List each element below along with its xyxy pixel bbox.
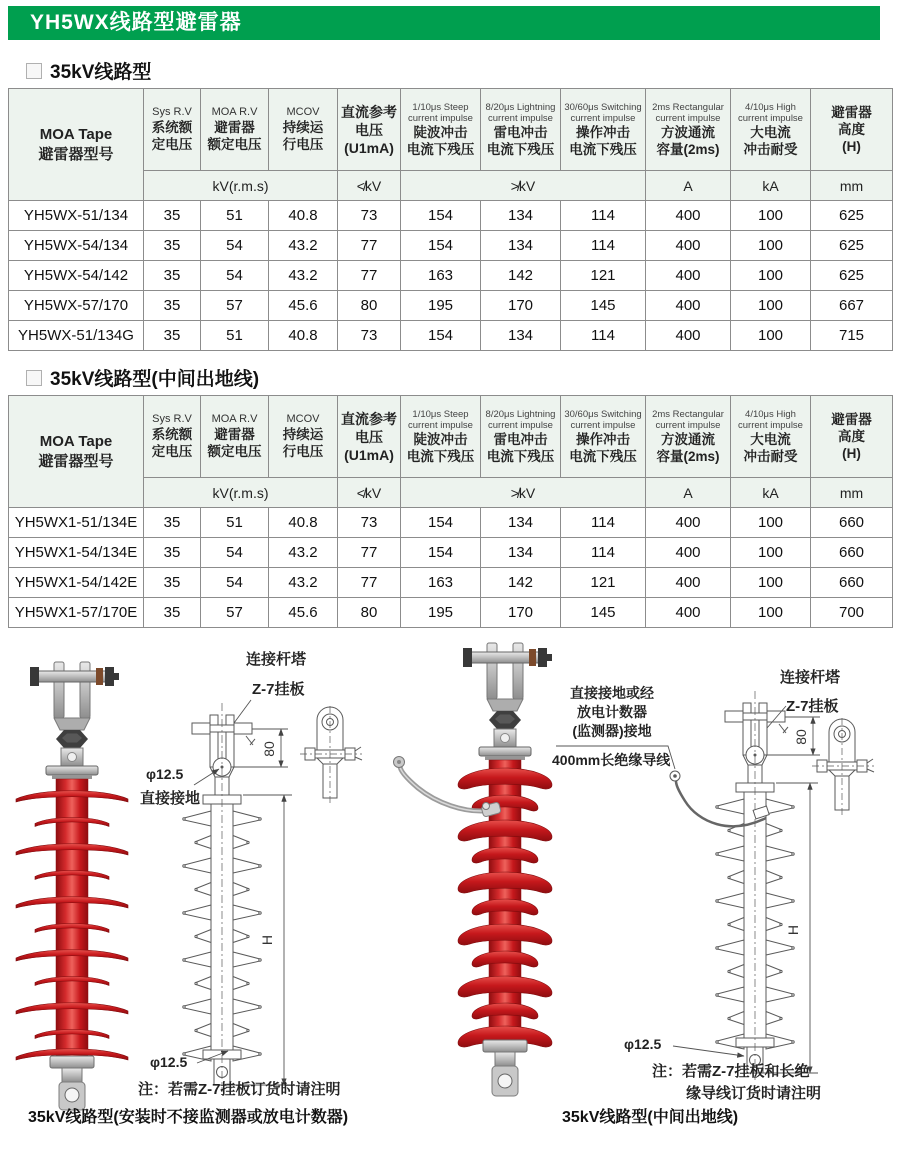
- header-cell-moa: MOA R.V 避雷器 额定电压: [201, 89, 269, 171]
- header-cell-moa: MOA R.V 避雷器 额定电压: [201, 396, 269, 478]
- note-right-line2: 缘导线订货时请注明: [686, 1085, 822, 1102]
- table-row: YH5WX-51/134G 35 51 40.8 73 154 134 114 400 100 715: [9, 321, 893, 351]
- section-square-icon: [26, 370, 42, 386]
- section-title-35kv: [26, 57, 151, 84]
- dim-80-left: 80: [261, 741, 277, 757]
- table-row: YH5WX-54/134 35 54 43.2 77 154 134 114 400 100 625: [9, 231, 893, 261]
- section-title-text: 35kV线路型(中间出地线): [50, 369, 260, 390]
- cell-model: YH5WX-51/134: [9, 201, 144, 231]
- label-z7-plate-right: Z-7挂板: [786, 698, 839, 715]
- unit-cell-a: A: [646, 171, 731, 201]
- unit-cell-a: A: [646, 478, 731, 508]
- header-cell-switching: 30/60μs Switching current impulse 操作冲击 电流下残压: [561, 396, 646, 478]
- cell-model: YH5WX-54/142: [9, 261, 144, 291]
- label-connect-tower-left: 连接杆塔: [246, 651, 307, 668]
- header-cell-rectangular: 2ms Rectangular current impulse 方波通流 容量(2ms): [646, 396, 731, 478]
- header-cell-mcov: MCOV 持续运 行电压: [269, 396, 338, 478]
- unit-cell-kvrms: kV(r.m.s): [144, 171, 338, 201]
- unit-cell-kvrms: kV(r.m.s): [144, 478, 338, 508]
- header-cell-lightning: 8/20μs Lightning current impulse 雷电冲击 电流下残压: [481, 396, 561, 478]
- unit-cell-ka: kA: [731, 171, 811, 201]
- label-direct-ground-left: 直接接地: [140, 790, 201, 807]
- label-z7-plate-left: Z-7挂板: [252, 681, 305, 698]
- table-row: YH5WX1-54/134E 35 54 43.2 77 154 134 114 400 100 660: [9, 538, 893, 568]
- spec-table-35kv: [8, 88, 893, 351]
- outline-drawing-right: [670, 691, 794, 1080]
- unit-cell-residual: ≯kV: [401, 171, 646, 201]
- table-row: YH5WX-54/142 35 54 43.2 77 163 142 121 400 100 625: [9, 261, 893, 291]
- unit-cell-ka: kA: [731, 478, 811, 508]
- header-cell-steep: 1/10μs Steep current impulse 陡波冲击 电流下残压: [401, 396, 481, 478]
- table-row: YH5WX1-54/142E 35 54 43.2 77 163 142 121 400 100 660: [9, 568, 893, 598]
- z7-plate-side-view-left: [300, 706, 362, 804]
- header-cell-dc-ref: 直流参考 电压 (U1mA): [338, 396, 401, 478]
- red-arrester-right-illustration: [394, 643, 553, 1096]
- dim-h-left: H: [259, 934, 275, 946]
- table-row: YH5WX1-57/170E 35 57 45.6 80 195 170 145 400 100 700: [9, 598, 893, 628]
- header-cell-sys: Sys R.V 系统额 定电压: [144, 396, 201, 478]
- figures-area: [0, 640, 900, 1151]
- header-cell-mcov: MCOV 持续运 行电压: [269, 89, 338, 171]
- red-arrester-left-illustration: [16, 662, 128, 1110]
- dim-h-right: H: [785, 924, 801, 936]
- label-phi-top-left: φ12.5: [146, 766, 184, 782]
- cell-model: YH5WX1-57/170E: [9, 598, 144, 628]
- z7-plate-side-view-right: [812, 718, 874, 816]
- header-cell-height: 避雷器 高度 (H): [811, 89, 893, 171]
- header-cell-steep: 1/10μs Steep current impulse 陡波冲击 电流下残压: [401, 89, 481, 171]
- unit-cell-mm: mm: [811, 478, 893, 508]
- cell-model: YH5WX-51/134G: [9, 321, 144, 351]
- table-row: YH5WX-51/134 35 51 40.8 73 154 134 114 400 100 625: [9, 201, 893, 231]
- unit-cell-residual: ≯kV: [401, 478, 646, 508]
- section-square-icon: [26, 63, 42, 79]
- unit-cell-mm: mm: [811, 171, 893, 201]
- note-left: 注：若需Z-7挂板订货时请注明: [138, 1081, 341, 1098]
- note-right-line1: 注：若需Z-7挂板和长绝: [652, 1063, 810, 1080]
- table-row: YH5WX1-51/134E 35 51 40.8 73 154 134 114 400 100 660: [9, 508, 893, 538]
- unit-cell-dc: ≮kV: [338, 171, 401, 201]
- header-cell-lightning: 8/20μs Lightning current impulse 雷电冲击 电流下残压: [481, 89, 561, 171]
- outline-drawing-left: [183, 703, 261, 1092]
- ground-wire-right: [394, 757, 502, 818]
- header-cell-dc-ref: 直流参考 电压 (U1mA): [338, 89, 401, 171]
- cell-model: YH5WX1-54/134E: [9, 538, 144, 568]
- caption-left: 35kV线路型(安装时不接监测器或放电计数器): [28, 1109, 349, 1126]
- header-cell-switching: 30/60μs Switching current impulse 操作冲击 电流下残压: [561, 89, 646, 171]
- cell-model: YH5WX-54/134: [9, 231, 144, 261]
- page-title-bar: [8, 6, 880, 40]
- cell-model: YH5WX-57/170: [9, 291, 144, 321]
- section-title-35kv-ground: [26, 364, 259, 391]
- cell-model: YH5WX1-51/134E: [9, 508, 144, 538]
- spec-table-35kv-ground: [8, 395, 893, 628]
- table-row: YH5WX-57/170 35 57 45.6 80 195 170 145 400 100 667: [9, 291, 893, 321]
- label-ground-options-right: 直接接地或经 放电计数器 (监测器)接地: [570, 685, 654, 739]
- caption-right: 35kV线路型(中间出地线): [562, 1109, 739, 1126]
- header-cell-sys: Sys R.V 系统额 定电压: [144, 89, 201, 171]
- cell-model: YH5WX1-54/142E: [9, 568, 144, 598]
- dim-80-right: 80: [793, 729, 809, 745]
- header-cell-model: MOA Tape 避雷器型号: [9, 89, 144, 201]
- header-cell-height: 避雷器 高度 (H): [811, 396, 893, 478]
- unit-cell-dc: ≮kV: [338, 478, 401, 508]
- page-title: YH5WX线路型避雷器: [30, 11, 242, 34]
- header-cell-rectangular: 2ms Rectangular current impulse 方波通流 容量(2ms): [646, 89, 731, 171]
- label-phi-bottom-left: φ12.5: [150, 1054, 188, 1070]
- header-cell-high-current: 4/10μs High current impulse 大电流 冲击耐受: [731, 396, 811, 478]
- header-cell-model: MOA Tape 避雷器型号: [9, 396, 144, 508]
- header-cell-high-current: 4/10μs High current impulse 大电流 冲击耐受: [731, 89, 811, 171]
- section-title-text: 35kV线路型: [50, 62, 152, 83]
- label-insulated-wire-right: 400mm长绝缘导线: [552, 752, 671, 768]
- label-phi-bottom-right: φ12.5: [624, 1036, 662, 1052]
- label-connect-tower-right: 连接杆塔: [780, 669, 841, 686]
